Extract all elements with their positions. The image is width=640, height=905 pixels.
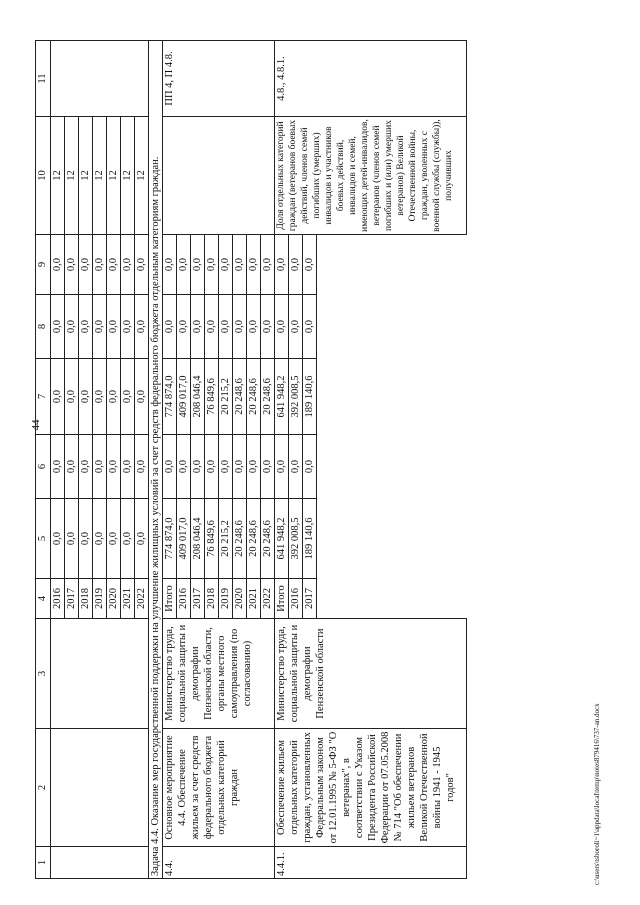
value-cell: 208 046,4 — [191, 499, 205, 579]
year-cell: 2016 — [289, 579, 303, 619]
value-cell: 189 140,6 — [303, 499, 317, 579]
empty-cell — [135, 619, 149, 729]
empty-cell — [317, 235, 467, 295]
empty-cell — [93, 847, 107, 879]
rotated-table-area — [35, 41, 588, 879]
empty-cell — [93, 729, 107, 847]
value-cell: 0,0 — [107, 359, 121, 435]
value-cell: 0,0 — [107, 235, 121, 295]
empty-cell — [79, 729, 93, 847]
header-cell: 5 — [36, 499, 51, 579]
value-cell: 0,0 — [247, 295, 261, 359]
table-row — [65, 41, 79, 879]
header-cell: 7 — [36, 359, 51, 435]
empty-cell — [121, 847, 135, 879]
year-cell: 2017 — [191, 579, 205, 619]
value-cell: 774 874,0 — [163, 499, 177, 579]
empty-cell — [121, 619, 135, 729]
value-cell: 392 008,5 — [289, 499, 303, 579]
value-cell: 0,0 — [135, 295, 149, 359]
value-cell: 0,0 — [107, 435, 121, 499]
value-cell: 0,0 — [135, 435, 149, 499]
value-cell: 12 — [107, 117, 121, 235]
year-cell: 2020 — [233, 579, 247, 619]
value-cell: 0,0 — [65, 235, 79, 295]
value-cell: 0,0 — [93, 295, 107, 359]
value-cell: 12 — [121, 117, 135, 235]
empty-cell — [135, 729, 149, 847]
empty-cell — [317, 579, 467, 619]
year-cell: 2021 — [121, 579, 135, 619]
value-cell: 409 017,0 — [177, 499, 191, 579]
header-cell: 9 — [36, 235, 51, 295]
value-cell: 0,0 — [93, 359, 107, 435]
header-cell: 6 — [36, 435, 51, 499]
value-cell: 0,0 — [261, 235, 275, 295]
empty-cell — [317, 435, 467, 499]
empty-cell — [317, 499, 467, 579]
value-cell: 0,0 — [163, 235, 177, 295]
value-cell: 392 008,5 — [289, 359, 303, 435]
value-cell: 0,0 — [303, 235, 317, 295]
value-cell: 0,0 — [177, 435, 191, 499]
year-cell: 2019 — [219, 579, 233, 619]
value-cell: 0,0 — [107, 499, 121, 579]
value-cell: 0,0 — [93, 499, 107, 579]
indicator-description: Доля отдельных категорий граждан (ветеранов боевых действий, членов семей погибших (умерших) инвалидов и участников боевых действий, инвалидов и семей, имеющих детей-инвалидов, ветеранов (членов семей погибших и (или) умерших ветеранов) Великой Отечественной войны, граждан, уволенных с военной службы (службы)), получивших — [275, 117, 467, 235]
value-cell: 0,0 — [261, 435, 275, 499]
empty-cell — [107, 619, 121, 729]
value-cell: 0,0 — [303, 295, 317, 359]
value-cell: 0,0 — [289, 295, 303, 359]
empty-cell — [65, 41, 79, 117]
header-cell: 2 — [36, 729, 51, 847]
empty-cell — [93, 619, 107, 729]
header-cell: 8 — [36, 295, 51, 359]
empty-cell — [79, 619, 93, 729]
value-cell: 20 248,6 — [233, 359, 247, 435]
header-cell: 3 — [36, 619, 51, 729]
header-cell: 11 — [36, 41, 51, 117]
value-cell: 0,0 — [247, 435, 261, 499]
value-cell: 0,0 — [51, 435, 65, 499]
value-cell: 0,0 — [261, 295, 275, 359]
value-cell: 0,0 — [135, 499, 149, 579]
value-cell: 0,0 — [163, 295, 177, 359]
value-cell: 0,0 — [303, 435, 317, 499]
value-cell: 0,0 — [65, 499, 79, 579]
value-cell: 0,0 — [121, 295, 135, 359]
executor-cell: Министерство труда, социальной защиты и демографии Пензенской области, органы местного самоуправления (по согласованию) — [163, 619, 275, 729]
row-number: 4.4. — [163, 847, 275, 879]
value-cell: 409 017,0 — [177, 359, 191, 435]
year-cell: 2017 — [65, 579, 79, 619]
header-cell: 10 — [36, 117, 51, 235]
task-cell: Задача 4.4. Оказание мер государственной поддержки на улучшение жилищных условий за счет средств федерального бюджета отдельным категориям граждан. — [149, 41, 163, 879]
value-cell: 0,0 — [121, 359, 135, 435]
value-cell: 12 — [51, 117, 65, 235]
year-cell: 2016 — [51, 579, 65, 619]
value-cell: 0,0 — [275, 295, 289, 359]
value-cell: 0,0 — [191, 295, 205, 359]
value-cell: 774 874,0 — [163, 359, 177, 435]
value-cell: 0,0 — [135, 359, 149, 435]
value-cell: 20 215,2 — [219, 499, 233, 579]
table-row — [79, 41, 93, 879]
empty-cell — [135, 41, 149, 117]
empty-cell — [65, 847, 79, 879]
value-cell: 12 — [65, 117, 79, 235]
value-cell: 20 248,6 — [247, 499, 261, 579]
value-cell: 0,0 — [275, 235, 289, 295]
activity-name: Основное мероприятие 4.4. Обеспечение жильем за счет средств федерального бюджета отдельных категорий граждан — [163, 729, 275, 847]
value-cell: 0,0 — [79, 499, 93, 579]
year-cell: 2019 — [93, 579, 107, 619]
value-cell: 0,0 — [121, 435, 135, 499]
year-cell: 2020 — [107, 579, 121, 619]
value-cell: 20 215,2 — [219, 359, 233, 435]
table-row — [135, 41, 149, 879]
empty-cell — [79, 41, 93, 117]
empty-cell — [121, 729, 135, 847]
value-cell: 12 — [79, 117, 93, 235]
value-cell: 0,0 — [233, 435, 247, 499]
year-cell: 2016 — [177, 579, 191, 619]
value-cell: 76 849,6 — [205, 499, 219, 579]
footer-file-path: c:\users\tsboroli~1\appdata\local\temp\notes879416\737-an.docx — [593, 703, 601, 885]
value-cell: 189 140,6 — [303, 359, 317, 435]
value-cell: 0,0 — [219, 435, 233, 499]
table-row — [51, 41, 65, 879]
value-cell: 0,0 — [107, 295, 121, 359]
value-cell: 0,0 — [191, 235, 205, 295]
empty-cell — [135, 847, 149, 879]
value-cell: 0,0 — [79, 435, 93, 499]
empty-cell — [317, 295, 467, 359]
value-cell: 0,0 — [51, 235, 65, 295]
value-cell: 0,0 — [79, 359, 93, 435]
executor-cell: Министерство труда, социальной защиты и демографии Пензенской области — [275, 619, 467, 729]
year-cell: 2018 — [205, 579, 219, 619]
value-cell: 0,0 — [219, 295, 233, 359]
empty-cell — [93, 41, 107, 117]
year-cell: 2022 — [261, 579, 275, 619]
value-cell: 76 849,6 — [205, 359, 219, 435]
value-cell: 0,0 — [233, 295, 247, 359]
value-cell: 12 — [93, 117, 107, 235]
row-number: 4.4.1. — [275, 847, 467, 879]
value-cell: 0,0 — [247, 235, 261, 295]
value-cell: 0,0 — [191, 435, 205, 499]
value-cell: 12 — [135, 117, 149, 235]
page-number: 44 — [30, 419, 42, 431]
value-cell: 20 248,6 — [261, 499, 275, 579]
program-table — [35, 40, 467, 879]
empty-cell — [163, 117, 275, 235]
indicator-ref: 4.8., 4.8.1. — [275, 41, 467, 117]
header-row — [36, 41, 51, 879]
value-cell: 0,0 — [275, 435, 289, 499]
table-row — [107, 41, 121, 879]
year-cell: 2021 — [247, 579, 261, 619]
header-cell: 4 — [36, 579, 51, 619]
value-cell: 0,0 — [163, 435, 177, 499]
value-cell: 0,0 — [65, 295, 79, 359]
empty-cell — [107, 729, 121, 847]
value-cell: 20 248,6 — [247, 359, 261, 435]
empty-cell — [65, 619, 79, 729]
table-row — [93, 41, 107, 879]
empty-cell — [121, 41, 135, 117]
empty-cell — [317, 359, 467, 435]
value-cell: 0,0 — [219, 235, 233, 295]
value-cell: 0,0 — [121, 499, 135, 579]
empty-cell — [79, 847, 93, 879]
year-cell: 2017 — [303, 579, 317, 619]
value-cell: 20 248,6 — [261, 359, 275, 435]
table-row — [163, 41, 177, 879]
value-cell: 0,0 — [121, 235, 135, 295]
value-cell: 0,0 — [93, 235, 107, 295]
year-cell: 2022 — [135, 579, 149, 619]
value-cell: 0,0 — [79, 295, 93, 359]
value-cell: 0,0 — [135, 235, 149, 295]
value-cell: 0,0 — [177, 295, 191, 359]
value-cell: 0,0 — [177, 235, 191, 295]
value-cell: 0,0 — [65, 359, 79, 435]
activity-name: Обеспечение жильем отдельных категорий граждан, установленных Федеральным законом от 12.01.1995 № 5-ФЗ "О ветеранах", в соответствии с Указом Президента Российской Федерации от 07.05.2008 № 714 "Об обеспечении жильем ветеранов Великой Отечественной войны 1941 - 1945 годов" — [275, 729, 467, 847]
value-cell: 208 046,4 — [191, 359, 205, 435]
empty-cell — [107, 847, 121, 879]
indicator-ref: ПП 4, П 4.8. — [163, 41, 275, 117]
table-row — [275, 41, 289, 879]
value-cell: 0,0 — [51, 499, 65, 579]
year-cell: Итого — [275, 579, 289, 619]
table-row — [121, 41, 135, 879]
value-cell: 0,0 — [205, 295, 219, 359]
value-cell: 0,0 — [233, 235, 247, 295]
value-cell: 0,0 — [65, 435, 79, 499]
value-cell: 0,0 — [51, 359, 65, 435]
task-row — [149, 41, 163, 879]
value-cell: 0,0 — [205, 435, 219, 499]
value-cell: 0,0 — [93, 435, 107, 499]
empty-cell — [65, 729, 79, 847]
value-cell: 0,0 — [289, 235, 303, 295]
empty-cell — [107, 41, 121, 117]
value-cell: 0,0 — [79, 235, 93, 295]
header-cell: 1 — [36, 847, 51, 879]
year-cell: 2018 — [79, 579, 93, 619]
value-cell: 20 248,6 — [233, 499, 247, 579]
value-cell: 641 948,2 — [275, 499, 289, 579]
value-cell: 0,0 — [289, 435, 303, 499]
value-cell: 641 948,2 — [275, 359, 289, 435]
year-cell: Итого — [163, 579, 177, 619]
value-cell: 0,0 — [51, 295, 65, 359]
value-cell: 0,0 — [205, 235, 219, 295]
